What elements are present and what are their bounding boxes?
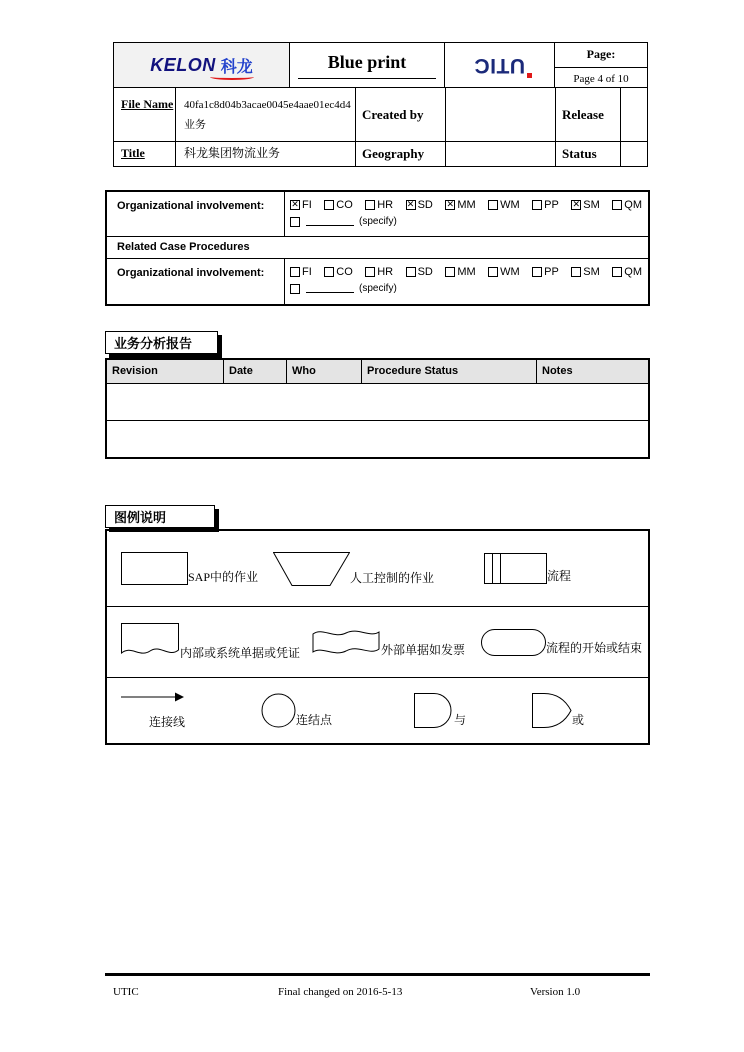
- checked-checkbox-icon[interactable]: ✕: [291, 200, 299, 210]
- analysis-report-title: 业务分析报告: [114, 336, 193, 351]
- checkbox-qm[interactable]: [612, 199, 642, 211]
- unchecked-checkbox-icon[interactable]: [612, 267, 622, 277]
- unchecked-checkbox-icon[interactable]: [290, 284, 300, 294]
- specify-label: (specify): [359, 283, 397, 294]
- created-by-label-cell: [356, 88, 446, 141]
- legend-item-terminator: [481, 629, 642, 656]
- footer-company: UTIC: [113, 986, 139, 998]
- unchecked-checkbox-icon[interactable]: [532, 267, 542, 277]
- specify-blank-field[interactable]: [306, 283, 354, 293]
- checkbox-label: CO: [336, 266, 353, 278]
- checkbox-label: SD: [417, 199, 433, 211]
- revision-table-empty-row-2: [107, 421, 648, 458]
- checkbox-label: HR: [377, 199, 394, 211]
- document-title: Blue print: [298, 52, 437, 79]
- unchecked-checkbox-icon[interactable]: [290, 217, 300, 227]
- file-name-label: File Name: [121, 97, 174, 111]
- checkbox-label: MM: [457, 199, 476, 211]
- org-checkbox-cell-1: [285, 192, 648, 236]
- org-involvement-row-2: [107, 259, 648, 304]
- created-by-label: Created by: [362, 106, 424, 122]
- column-header-notes: Notes: [542, 365, 573, 377]
- legend-label: 连结点: [296, 713, 333, 727]
- column-header-who: Who: [287, 360, 362, 383]
- org-involvement-label-2: Organizational involvement:: [107, 259, 285, 304]
- page-value: Page 4 of 10: [573, 73, 629, 85]
- revision-table-empty-row-1: [107, 384, 648, 421]
- legend-item-connector-line: [121, 691, 185, 730]
- specify-row-1: [285, 211, 648, 227]
- legend-item-connector-point: [261, 693, 332, 728]
- specify-row-2: [285, 278, 648, 294]
- release-label-cell: [556, 88, 621, 141]
- checkbox-sm[interactable]: [571, 199, 600, 211]
- checked-checkbox-icon[interactable]: ✕: [572, 200, 581, 210]
- checkbox-qm[interactable]: [612, 266, 642, 278]
- kelon-logo-text: KELON: [150, 54, 216, 75]
- utic-logo-text: UTIC: [474, 54, 525, 77]
- legend-row-2: [107, 607, 648, 678]
- checkbox-label: MM: [457, 266, 476, 278]
- legend-item-manual-operation: [273, 552, 434, 586]
- kelon-red-swoosh-icon: [210, 74, 254, 80]
- unchecked-checkbox-icon[interactable]: [365, 267, 375, 277]
- checked-checkbox-icon[interactable]: ✕: [406, 200, 415, 210]
- related-case-procedures-label: Related Case Procedures: [117, 241, 250, 253]
- page-number-cell: [555, 43, 647, 87]
- title-value: 科龙集团物流业务: [184, 146, 281, 160]
- unchecked-checkbox-icon[interactable]: [365, 200, 375, 210]
- unchecked-checkbox-icon[interactable]: [612, 200, 622, 210]
- or-shape-icon: [532, 693, 572, 728]
- unchecked-checkbox-icon[interactable]: [571, 267, 581, 277]
- legend-title: 图例说明: [114, 510, 167, 525]
- and-shape-icon: [414, 693, 454, 728]
- revision-table-header: [107, 360, 648, 384]
- column-header-procedure-status: Procedure Status: [362, 360, 537, 383]
- checkbox-pp[interactable]: [532, 266, 559, 278]
- terminator-icon: [481, 629, 546, 656]
- org-involvement-row-1: [107, 192, 648, 237]
- footer-changed-date: Final changed on 2016-5-13: [278, 986, 403, 998]
- checkbox-mm[interactable]: [445, 199, 475, 211]
- geography-value-cell: [446, 142, 556, 166]
- unchecked-checkbox-icon[interactable]: [406, 267, 416, 277]
- footer-divider: [105, 973, 650, 976]
- wavy-document-icon: [312, 626, 381, 658]
- checkbox-label: FI: [302, 199, 312, 211]
- revision-table: [105, 358, 650, 459]
- checkbox-label: QM: [624, 199, 642, 211]
- checkbox-sm[interactable]: [571, 266, 600, 278]
- unchecked-checkbox-icon[interactable]: [488, 200, 498, 210]
- checkbox-label: HR: [377, 266, 394, 278]
- unchecked-checkbox-icon[interactable]: [445, 267, 455, 277]
- legend-label: 流程的开始或结束: [546, 640, 643, 655]
- legend-item-internal-document: [121, 623, 300, 661]
- header-row-title: [114, 142, 647, 166]
- page-label: Page:: [555, 43, 647, 68]
- checkbox-pp[interactable]: [532, 199, 559, 211]
- unchecked-checkbox-icon[interactable]: [488, 267, 498, 277]
- legend-item-or: [532, 693, 584, 728]
- legend-row-3: [107, 678, 648, 743]
- legend-item-sap-process: [121, 552, 258, 585]
- specify-blank-field[interactable]: [306, 216, 354, 226]
- checkbox-label: WM: [500, 266, 520, 278]
- organizational-involvement-table: [105, 190, 650, 306]
- header-table: [113, 42, 648, 167]
- checkbox-label: SM: [583, 199, 600, 211]
- unchecked-checkbox-icon[interactable]: [290, 267, 300, 277]
- checkbox-hr[interactable]: [365, 199, 393, 211]
- kelon-logo-cn-text: 科龙: [220, 58, 253, 76]
- release-label: Release: [562, 106, 604, 122]
- geography-label: Geography: [362, 146, 425, 161]
- related-case-procedures-row: [107, 237, 648, 259]
- legend-item-and: [414, 693, 466, 728]
- checkbox-row-1: [285, 192, 648, 211]
- checkbox-hr[interactable]: [365, 266, 393, 278]
- checkbox-row-2: [285, 259, 648, 278]
- geography-label-cell: [356, 142, 446, 166]
- predefined-process-icon: [484, 553, 547, 584]
- column-header-date: Date: [224, 360, 287, 383]
- analysis-report-title-box: [105, 331, 218, 354]
- checkbox-fi[interactable]: [290, 266, 312, 278]
- status-value-cell: [621, 142, 647, 166]
- legend-label: SAP中的作业: [188, 570, 259, 584]
- file-name-value-cell: [176, 88, 356, 141]
- checkbox-wm[interactable]: [488, 266, 520, 278]
- legend-item-predefined-process: [484, 553, 571, 584]
- circle-icon: [261, 693, 296, 728]
- title-label: Title: [121, 146, 145, 160]
- document-title-cell: [290, 43, 445, 87]
- checkbox-mm[interactable]: [445, 266, 475, 278]
- kelon-logo: [114, 43, 290, 87]
- checkbox-label: WM: [500, 199, 520, 211]
- checkbox-co[interactable]: [324, 266, 353, 278]
- file-name-value-line1: 40fa1c8d04b3acae0045e4aae01ec4d4: [184, 99, 351, 111]
- org-checkbox-cell-2: [285, 259, 648, 304]
- checkbox-label: PP: [544, 199, 559, 211]
- legend-label: 流程: [547, 569, 572, 583]
- legend-item-external-document: [312, 626, 465, 658]
- manual-trapezoid-icon: [273, 552, 350, 586]
- legend-label: 内部或系统单据或凭证: [180, 646, 301, 660]
- column-header-revision: Revision: [107, 360, 224, 383]
- status-label-cell: [556, 142, 621, 166]
- specify-label: (specify): [359, 216, 397, 227]
- legend-label: 连接线: [149, 715, 186, 729]
- file-name-label-cell: [114, 88, 176, 141]
- checked-checkbox-icon[interactable]: ✕: [446, 200, 455, 210]
- checkbox-wm[interactable]: [488, 199, 520, 211]
- checkbox-sd[interactable]: [406, 266, 433, 278]
- release-value-cell: [621, 88, 647, 141]
- checkbox-label: CO: [336, 199, 353, 211]
- unchecked-checkbox-icon[interactable]: [532, 200, 542, 210]
- legend-row-1: [107, 531, 648, 607]
- legend-label: 与: [454, 713, 467, 727]
- document-icon: [121, 623, 180, 661]
- unchecked-checkbox-icon[interactable]: [324, 200, 334, 210]
- title-label-cell: [114, 142, 176, 166]
- org-involvement-label-1: Organizational involvement:: [107, 192, 285, 236]
- checkbox-co[interactable]: [324, 199, 353, 211]
- checkbox-sd[interactable]: [406, 199, 433, 211]
- created-by-value-cell: [446, 88, 556, 141]
- legend-label: 人工控制的作业: [350, 570, 435, 585]
- file-name-value-line2: 业务: [184, 119, 206, 131]
- title-value-cell: [176, 142, 356, 166]
- checkbox-fi[interactable]: [290, 199, 312, 211]
- legend-label: 或: [572, 713, 585, 727]
- checkbox-label: PP: [544, 266, 559, 278]
- utic-logo: [445, 43, 555, 87]
- unchecked-checkbox-icon[interactable]: [324, 267, 334, 277]
- legend-table: [105, 529, 650, 745]
- checkbox-label: QM: [624, 266, 642, 278]
- utic-red-dot-icon: [527, 73, 532, 78]
- legend-title-box: [105, 505, 215, 528]
- status-label: Status: [562, 146, 597, 161]
- legend-label: 外部单据如发票: [381, 643, 466, 657]
- footer-version: Version 1.0: [530, 986, 581, 998]
- checkbox-label: SD: [417, 266, 433, 278]
- checkbox-label: FI: [302, 266, 312, 278]
- header-row-file: [114, 88, 647, 142]
- checkbox-label: SM: [583, 266, 600, 278]
- process-rectangle-icon: [121, 552, 188, 585]
- header-row-logos: [114, 43, 647, 88]
- arrow-icon: [121, 691, 185, 703]
